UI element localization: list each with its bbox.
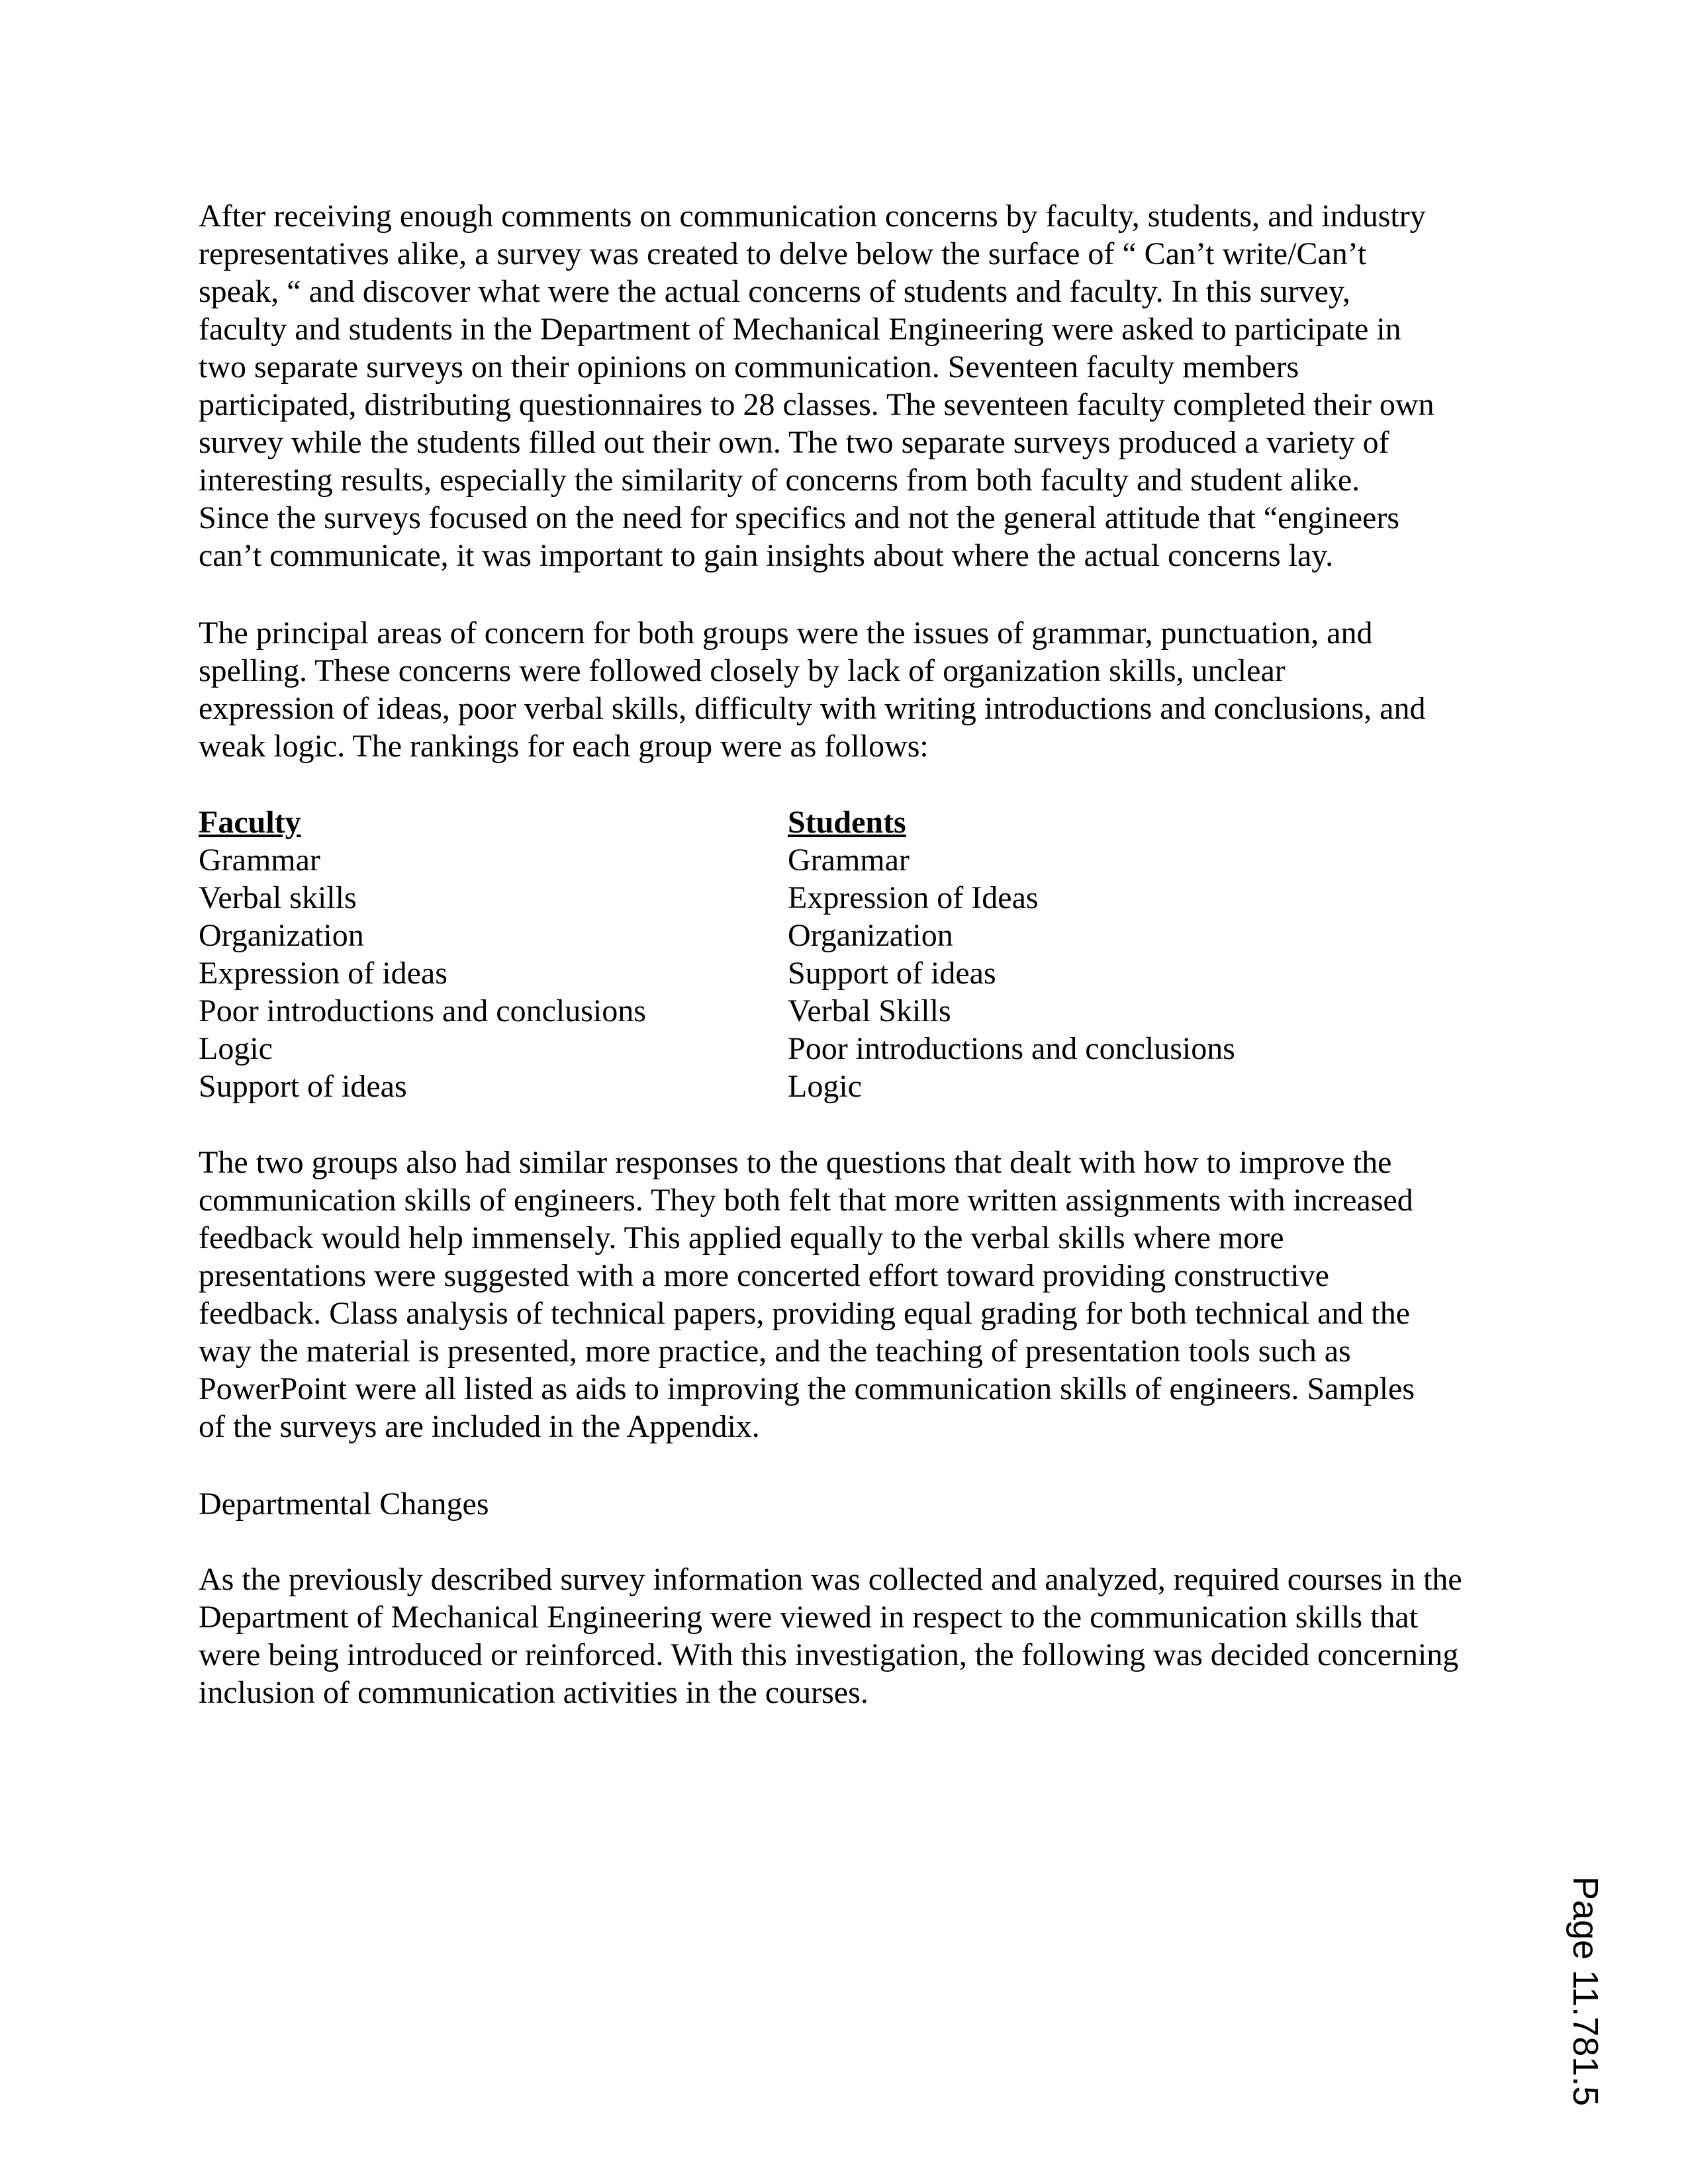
- students-rank-item: Support of ideas: [788, 956, 996, 991]
- paragraph-line: Department of Mechanical Engineering were viewed in respect to the communication skills that: [199, 1600, 1419, 1635]
- paragraph-line: can’t communicate, it was important to gain insights about where the actual concerns lay.: [199, 538, 1334, 573]
- faculty-rank-item: Organization: [199, 918, 364, 953]
- paragraph-line: interesting results, especially the similarity of concerns from both faculty and student alike.: [199, 463, 1360, 498]
- paragraph-line: After receiving enough comments on communication concerns by faculty, students, and industry: [199, 199, 1426, 234]
- page-number: Page 11.781.5: [1566, 1876, 1605, 2107]
- paragraph-line: of the surveys are included in the Appendix.: [199, 1409, 760, 1444]
- paragraph-line: participated, distributing questionnaires to 28 classes. The seventeen faculty completed their own: [199, 387, 1434, 422]
- paragraph-line: weak logic. The rankings for each group were as follows:: [199, 729, 929, 764]
- paragraph-line: speak, “ and discover what were the actual concerns of students and faculty. In this survey,: [199, 274, 1350, 309]
- paragraph-line: expression of ideas, poor verbal skills, difficulty with writing introductions and conclusions, and: [199, 691, 1426, 726]
- students-rank-item: Expression of Ideas: [788, 880, 1039, 915]
- faculty-rank-item: Verbal skills: [199, 880, 357, 915]
- faculty-rank-item: Logic: [199, 1031, 273, 1066]
- faculty-rankings-list: [199, 803, 646, 1105]
- paragraph-departmental-changes: [199, 1561, 1496, 1711]
- paragraph-improvement-responses: [199, 1144, 1496, 1445]
- paragraph-line: feedback. Class analysis of technical papers, providing equal grading for both technical and the: [199, 1296, 1411, 1331]
- students-rank-item: Verbal Skills: [788, 993, 951, 1028]
- faculty-header: Faculty: [199, 805, 301, 840]
- paragraph-areas-of-concern: [199, 614, 1496, 765]
- paragraph-line: communication skills of engineers. They both felt that more written assignments with increased: [199, 1183, 1413, 1218]
- faculty-rank-item: Grammar: [199, 842, 320, 878]
- paragraph-line: inclusion of communication activities in the courses.: [199, 1675, 868, 1710]
- paragraph-line: presentations were suggested with a more concerted effort toward providing constructive: [199, 1258, 1329, 1293]
- paragraph-line: The two groups also had similar responses to the questions that dealt with how to improve the: [199, 1145, 1392, 1180]
- students-rankings-list: [788, 803, 1235, 1105]
- paragraph-line: The principal areas of concern for both groups were the issues of grammar, punctuation, and: [199, 615, 1373, 651]
- section-heading: Departmental Changes: [199, 1486, 489, 1522]
- paragraph-line: way the material is presented, more practice, and the teaching of presentation tools such as: [199, 1334, 1351, 1369]
- faculty-rank-item: Poor introductions and conclusions: [199, 993, 646, 1028]
- students-header: Students: [788, 805, 906, 840]
- paragraph-line: were being introduced or reinforced. With this investigation, the following was decided concerning: [199, 1637, 1459, 1672]
- paragraph-line: spelling. These concerns were followed closely by lack of organization skills, unclear: [199, 653, 1286, 688]
- paragraph-survey-intro: [199, 197, 1496, 574]
- students-rank-item: Logic: [788, 1069, 862, 1104]
- paragraph-line: representatives alike, a survey was created to delve below the surface of “ Can’t write/Can’t: [199, 236, 1367, 271]
- students-rank-item: Organization: [788, 918, 953, 953]
- paragraph-line: faculty and students in the Department of Mechanical Engineering were asked to participate in: [199, 312, 1401, 347]
- paragraph-line: Since the surveys focused on the need for specifics and not the general attitude that “engineers: [199, 500, 1400, 535]
- paragraph-line: two separate surveys on their opinions on communication. Seventeen faculty members: [199, 349, 1299, 385]
- students-rank-item: Poor introductions and conclusions: [788, 1031, 1235, 1066]
- paragraph-line: feedback would help immensely. This applied equally to the verbal skills where more: [199, 1220, 1284, 1255]
- paragraph-line: PowerPoint were all listed as aids to improving the communication skills of engineers. Samples: [199, 1371, 1415, 1406]
- paragraph-line: As the previously described survey information was collected and analyzed, required courses in the: [199, 1562, 1462, 1597]
- faculty-rank-item: Support of ideas: [199, 1069, 407, 1104]
- paragraph-line: survey while the students filled out their own. The two separate surveys produced a variety of: [199, 425, 1389, 460]
- students-rank-item: Grammar: [788, 842, 910, 878]
- faculty-rank-item: Expression of ideas: [199, 956, 447, 991]
